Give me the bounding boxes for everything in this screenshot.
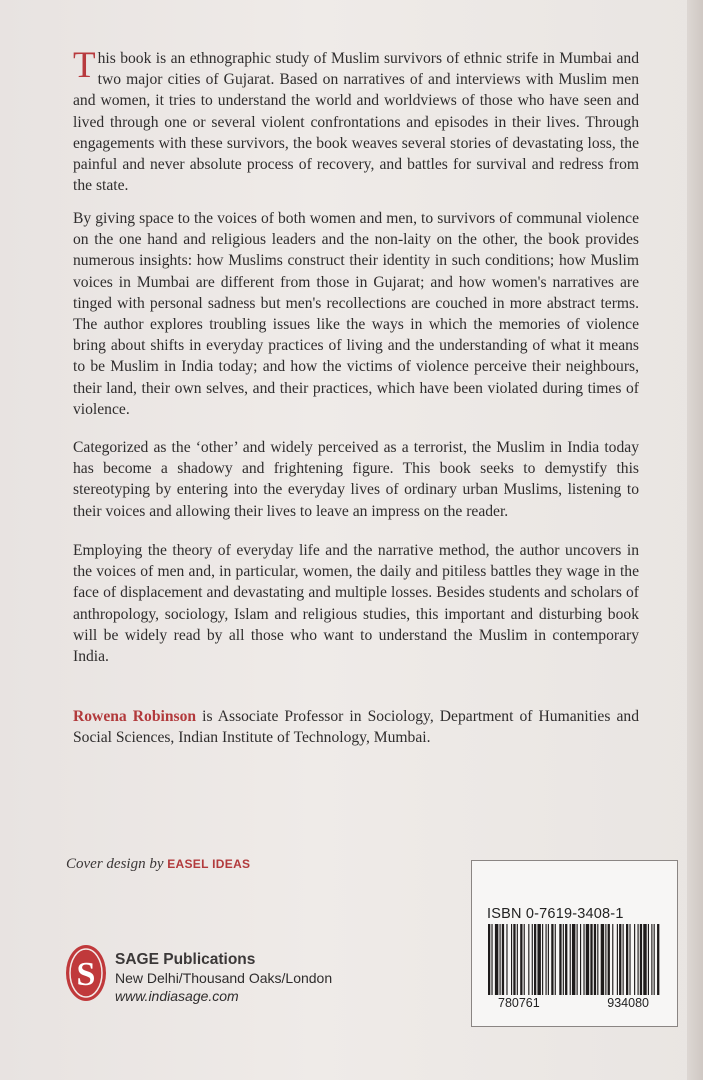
barcode-bar	[640, 924, 642, 995]
barcode-bar	[617, 924, 618, 995]
barcode-bar	[537, 924, 540, 995]
barcode-bar	[534, 924, 536, 995]
barcode-bar	[495, 924, 498, 995]
publisher-url: www.indiasage.com	[115, 988, 239, 1004]
barcode-bar	[634, 924, 635, 995]
barcode-bar	[513, 924, 515, 995]
barcode-bar	[601, 924, 604, 995]
cover-design-label: Cover design by	[66, 856, 168, 872]
barcode-bar	[638, 924, 639, 995]
blurb-paragraph-3: Categorized as the ‘other’ and widely perceived as a terrorist, the Muslim in India today has become a shadowy and frightening figure. This book seeks to demystify this stereotyping by entering into the everyday lives of ordinary urban Muslims, listening to their voices and allowing their lives to leave an impress on the reader.	[73, 439, 639, 520]
barcode-bar	[551, 924, 553, 995]
barcode-bar	[565, 924, 567, 995]
barcode-bar	[572, 924, 575, 995]
blurb-paragraph-4: Employing the theory of everyday life and the narrative method, the author uncovers in the voices of men and, in particular, women, the daily and pitiless battles they wage in the face of displacement and devastating and multiple losses. Besides students and scholars of anthropology, sociology, Islam and religious studies, this important and disturbing book will be widely read by all those who want to understand the Muslim in contemporary India.	[73, 542, 639, 666]
barcode-bar	[555, 924, 556, 995]
barcode-bar	[586, 924, 589, 995]
barcode-bar	[643, 924, 646, 995]
barcode-right-digits: 934080	[607, 996, 649, 1010]
barcode-bar	[528, 924, 529, 995]
barcode-bar	[577, 924, 578, 995]
author-bio-text: is Associate Professor in Sociology, Department of Humanities and Social Sciences, Indian Institute of Technology, Mumbai.	[73, 708, 639, 747]
barcode-bar	[506, 924, 507, 995]
barcode-bar	[594, 924, 596, 995]
barcode-bar	[623, 924, 624, 995]
cover-design-credit	[66, 856, 250, 873]
barcode-bar	[590, 924, 592, 995]
barcode-bar	[626, 924, 628, 995]
drop-cap: T	[73, 45, 96, 86]
barcode-bar	[605, 924, 606, 995]
barcode-bar	[546, 924, 547, 995]
barcode-bar	[619, 924, 621, 995]
barcode-bar	[654, 924, 655, 995]
publisher-name: SAGE Publications	[115, 951, 256, 968]
barcode-bar	[570, 924, 571, 995]
barcode-bar	[517, 924, 518, 995]
cover-designer-name: EASEL IDEAS	[167, 857, 251, 871]
barcode-number	[482, 996, 667, 1010]
barcode-bar	[608, 924, 610, 995]
barcode-bar	[491, 924, 492, 995]
barcode-bar	[629, 924, 630, 995]
isbn-label: ISBN 0-7619-3408-1	[487, 906, 624, 922]
barcode-bar	[648, 924, 649, 995]
barcode-bar	[488, 924, 490, 995]
publisher-info	[115, 950, 332, 1005]
barcode-bar	[532, 924, 533, 995]
sage-logo-letter: S	[76, 956, 96, 993]
blurb-paragraph-2: By giving space to the voices of both women and men, to survivors of communal violence on the one hand and religious leaders and the non-laity on the other, the book provides numerous insights: how Muslims construct their identity in such conditions; how Muslim voices in Mumbai are different from those in Gujarat; and how women's narratives are tinged with personal sadness but men's recollections are couched in more abstract terms. The author explores troubling issues like the ways in which the memories of violence bring about shifts in everyday practices of living and the understanding of what it means to be Muslim in India today; and how the victims of violence perceive their neighbours, their land, their own selves, and their practices, which have been violated during times of violence.	[73, 210, 639, 418]
publisher-cities: New Delhi/Thousand Oaks/London	[115, 970, 333, 986]
barcode-left-digits: 780761	[498, 996, 540, 1010]
barcode-bar	[657, 924, 659, 995]
isbn-barcode-box	[471, 860, 678, 1027]
barcode-bar	[597, 924, 598, 995]
barcode-bar	[520, 924, 522, 995]
blurb-paragraph-1	[73, 45, 639, 196]
barcode-bar	[524, 924, 525, 995]
author-name: Rowena Robinson	[73, 708, 197, 725]
barcode-bar	[612, 924, 613, 995]
barcode-bar	[583, 924, 584, 995]
cover-edge	[687, 0, 703, 1080]
barcode-bar	[548, 924, 549, 995]
barcode-bar	[580, 924, 581, 995]
barcode-bar	[500, 924, 501, 995]
author-bio	[73, 706, 639, 748]
barcode-bar	[563, 924, 564, 995]
barcode-bar	[542, 924, 543, 995]
blurb-paragraph-1-text: his book is an ethnographic study of Muslim survivors of ethnic strife in Mumbai and two major cities of Gujarat. Based on narratives of and interviews with Muslim men and women, it tries to understand the world and worldviews of those who have seen and lived through one or several violent confrontations and episodes in their lives. Through engagements with these survivors, the book weaves several stories of devastating loss, the painful and never absolute process of recovery, and battles for survival and redress from the state.	[73, 50, 639, 195]
barcode-bar	[651, 924, 652, 995]
barcode-bar	[511, 924, 512, 995]
barcode-bar	[559, 924, 561, 995]
sage-logo-icon	[64, 942, 108, 1004]
barcode-icon	[484, 924, 664, 995]
barcode-bar	[502, 924, 504, 995]
